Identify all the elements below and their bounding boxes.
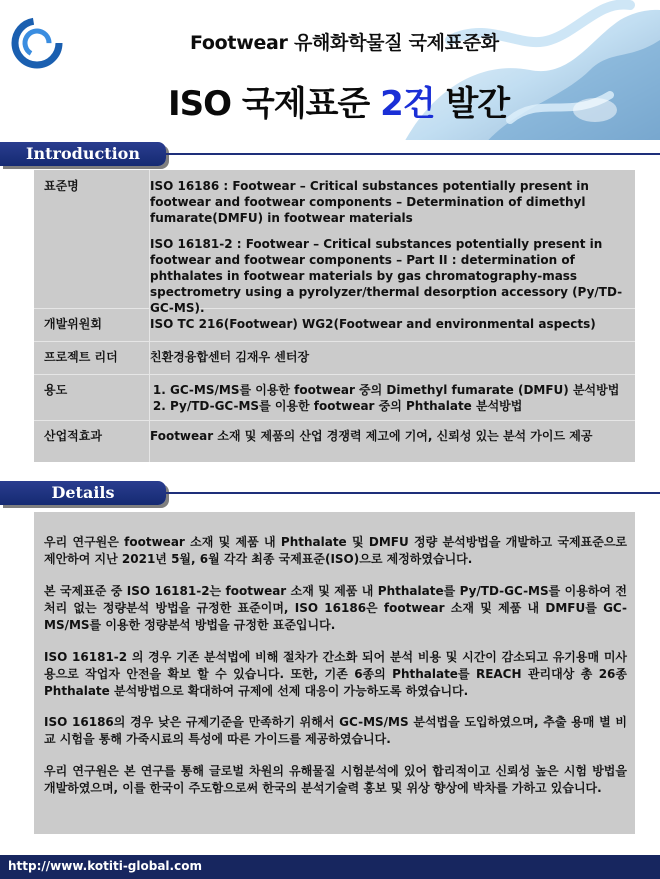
page-subtitle: Footwear 유해화학물질 국제표준화 — [190, 32, 499, 54]
website-link[interactable]: http://www.kotiti-global.com — [8, 859, 202, 873]
kotiti-logo-icon — [8, 14, 66, 72]
table-row-industrial-effect — [34, 420, 635, 462]
row-value — [149, 420, 625, 462]
page-header — [0, 0, 660, 140]
row-label: 개발위원회 — [44, 317, 102, 331]
standard-16181-2: ISO 16181-2 : Footwear – Critical substances potentially present in footwear and footwear components – Part II : determination of phthalates in footwear materials by gas chromatography-mass spectrometry using a pyrolyzer/thermal desorption accessory (Py/TD-GC-MS). — [150, 237, 623, 315]
introduction-table — [34, 170, 635, 462]
usage-item: 2. Py/TD-GC-MS를 이용한 footwear 중의 Phthalate 분석방법 — [170, 398, 625, 414]
title-suffix: 발간 — [434, 84, 510, 124]
row-label: 산업적효과 — [44, 429, 102, 443]
details-paragraph: ISO 16181-2 의 경우 기존 분석법에 비해 절차가 간소화 되어 분석 비용 및 시간이 감소되고 유기용매 미사용으로 작업자 안전을 확보 할 수 있습니다. 또한, 기존 6종의 Phthalate를 REACH 관리대상 총 26종 Phthalate 분석방법으로 확대하여 규제에 선제 대응이 가능하도록 하였습니다. — [44, 650, 627, 698]
committee-value: ISO TC 216(Footwear) WG2(Footwear and environmental aspects) — [150, 317, 596, 331]
details-paragraph: 본 국제표준 중 ISO 16181-2는 footwear 소재 및 제품 내 Phthalate를 Py/TD-GC-MS를 이용하여 전처리 없는 정량분석 방법을 규정한 표준이며, ISO 16186은 footwear 소재 및 제품 내 DMFU를 GC-MS/MS를 이용한 정량분석 방법을 규정한 표준입니다. — [44, 584, 628, 632]
page-title — [168, 76, 509, 125]
introduction-heading: Introduction — [0, 142, 166, 166]
row-value — [149, 374, 625, 420]
leader-value: 친환경융합센터 김재우 센터장 — [150, 350, 310, 364]
details-heading: Details — [0, 481, 166, 505]
title-prefix: ISO 국제표준 — [168, 84, 381, 124]
usage-item: 1. GC-MS/MS를 이용한 footwear 중의 Dimethyl fumarate (DMFU) 분석방법 — [170, 382, 625, 398]
row-value — [149, 308, 625, 341]
table-row-usage — [34, 374, 635, 421]
row-label: 용도 — [44, 383, 68, 397]
effect-value: Footwear 소재 및 제품의 산업 경쟁력 제고에 기여, 신뢰성 있는 분석 가이드 제공 — [150, 429, 593, 443]
row-label: 프로젝트 리더 — [44, 350, 118, 364]
row-value — [149, 341, 625, 374]
details-rule — [166, 492, 660, 494]
details-body — [34, 512, 635, 834]
table-row-standard-name — [34, 170, 635, 315]
standard-16186: ISO 16186 : Footwear – Critical substances potentially present in footwear and footwear components – Determination of dimethyl fumarate(DMFU) in footwear materials — [150, 179, 589, 225]
title-accent: 2건 — [380, 84, 435, 124]
details-paragraph: 우리 연구원은 footwear 소재 및 제품 내 Phthalate 및 DMFU 정량 분석방법을 개발하고 국제표준으로 제안하여 지난 2021년 5월, 6월 각각 최종 국제표준(ISO)으로 제정하였습니다. — [44, 535, 627, 566]
row-value — [149, 170, 625, 315]
details-paragraph: ISO 16186의 경우 낮은 규제기준을 만족하기 위해서 GC-MS/MS 분석법을 도입하였으며, 추출 용매 별 비교 시험을 통해 가죽시료의 특성에 따른 가이드를 제공하였습니다. — [44, 715, 627, 746]
details-paragraph: 우리 연구원은 본 연구를 통해 글로벌 차원의 유해물질 시험분석에 있어 합리적이고 신뢰성 높은 시험 방법을 개발하였으며, 이를 한국이 주도함으로써 한국의 분석기술력 홍보 및 위상 향상에 박차를 가하고 있습니다. — [44, 764, 627, 795]
table-row-committee — [34, 308, 635, 342]
page-footer — [0, 855, 660, 879]
introduction-rule — [166, 153, 660, 155]
table-row-project-leader — [34, 341, 635, 375]
row-label: 표준명 — [44, 179, 79, 193]
